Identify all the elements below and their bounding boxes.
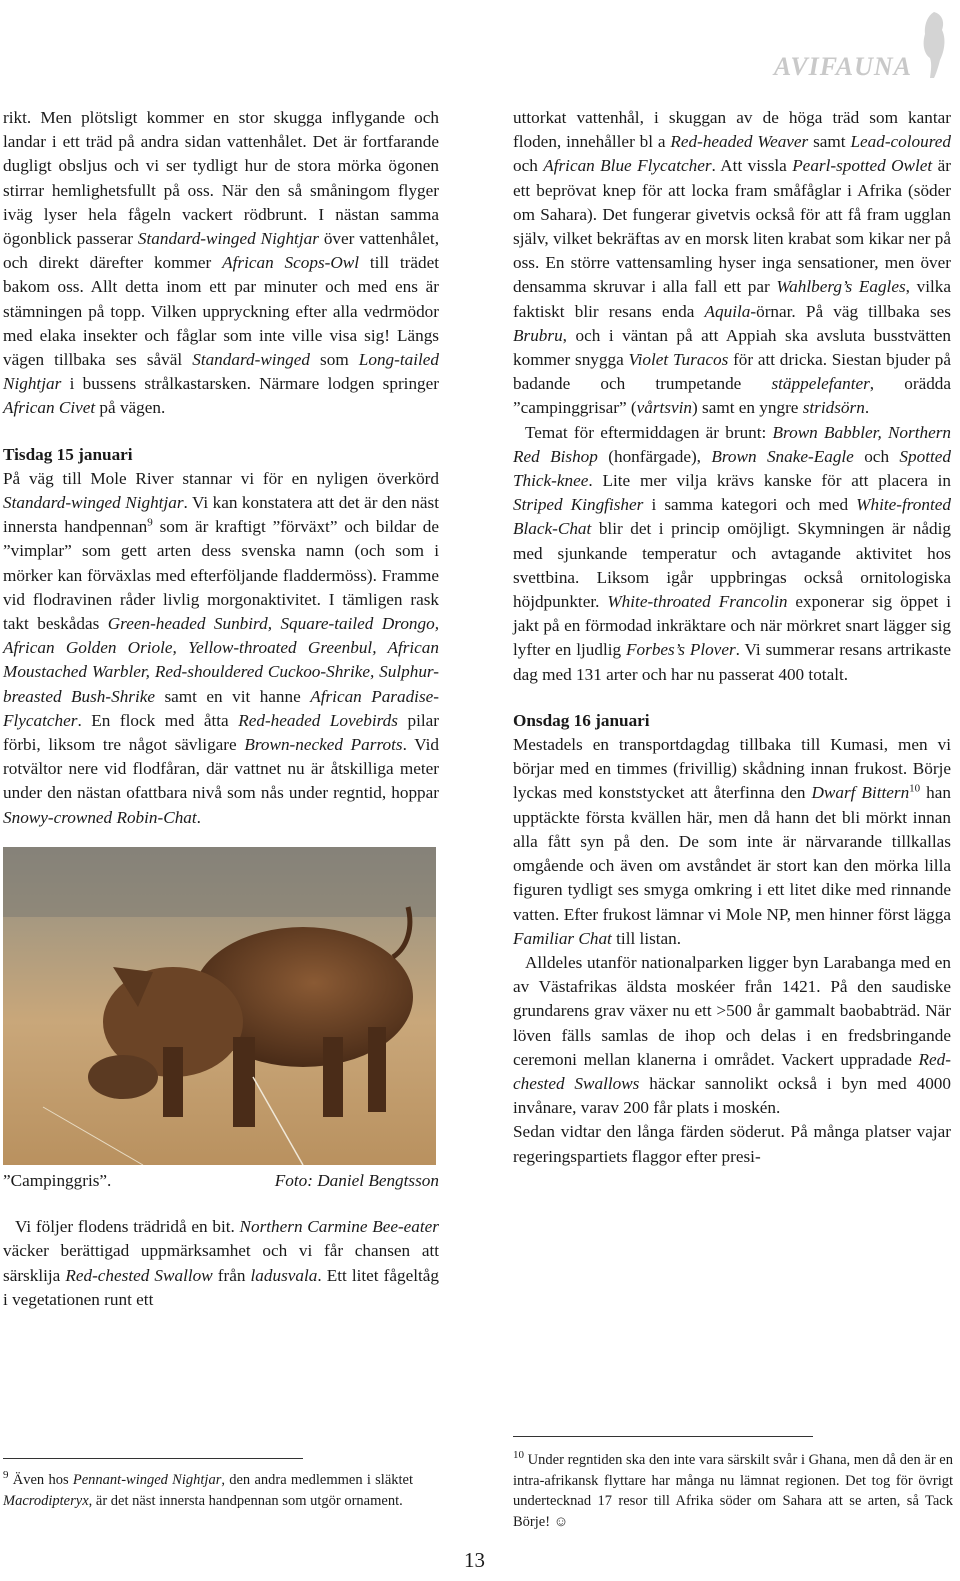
species-name: Red-chested Swallow xyxy=(65,1265,213,1285)
species-name: Red-chested Swallows xyxy=(513,1049,951,1093)
footnote-9: $^9$ Även hos Pennant-winged Nightjar, den andra medlemmen i släktet Macrodipteryx, är det näst innersta handpennan som utgör ornament. xyxy=(3,1469,414,1509)
species-name: Spotted Thick-knee xyxy=(513,446,951,491)
species-name: White-throated Francolin xyxy=(607,592,788,612)
caption-text: ”Campinggris”. xyxy=(3,1170,112,1190)
page-number: 13 xyxy=(464,1548,485,1572)
left-paragraph-1: rikt. Men plötsligt kommer en stor skugga inflygande och landar i ett träd på andra sidan vattenhålet. Det är fortfarande dugligt obsljus och vi ser tydligt hur de stora mörka ögonen stirrar hemlighetsfullt på oss. När den så småningom flyger iväg lyser hela fågeln vackert rödbrunt. I nästan samma ögonblick passerar Standard-winged Nightjar över vattenhålet, och direkt därefter kommer African Scops-Owl till trädet bakom oss. Allt detta inom ett par minuter och med ens är stämningen på topp. Vilken uppryckning efter alla vedrmödor med elaka insekter och fåglar som inte ville visa sig! Längs vägen tillbaka ses såväl Standard-winged som Long-tailed Nightjar i bussens strålkastarsken. Närmare lodgen springer African Civet på vägen. xyxy=(3,108,440,418)
footnote-10: $^{10}$ Under regntiden ska den inte vara särskilt svår i Ghana, men då den är en intra-afrikansk flyttare har många nu lämnat regionen. Det tog för övrigt undertecknad 17 resor till Afrika söder om Sahara att se arten, så Tack Börje! ☺ xyxy=(513,1449,953,1530)
left-column xyxy=(3,106,439,1312)
species-name: stridsörn xyxy=(802,398,865,418)
species-name: stäppelefanter xyxy=(771,374,870,394)
species-name: African Scops-Owl xyxy=(222,253,360,273)
species-name: Aquila xyxy=(704,301,751,321)
species-name: Macrodipteryx xyxy=(3,1492,89,1509)
species-name: Brubru xyxy=(513,325,563,345)
footnote-ref: 10 xyxy=(909,782,921,795)
species-name: Brown-necked Parrots xyxy=(244,735,403,755)
species-name: Standard-winged Nightjar xyxy=(137,229,319,249)
publisher-logo xyxy=(722,10,952,80)
photo-credit: Foto: Daniel Bengtsson xyxy=(274,1170,439,1190)
bird-silhouette-icon xyxy=(912,10,952,80)
section-heading-tisdag: Tisdag 15 januari xyxy=(3,444,133,464)
species-name: vårtsvin xyxy=(636,398,692,418)
species-name: White-fronted Black-Chat xyxy=(513,495,951,539)
species-name: African Civet xyxy=(3,398,96,418)
species-name: African Blue Flycatcher xyxy=(543,156,712,176)
photo-caption xyxy=(3,1169,439,1193)
species-name: Green-headed Sunbird, Square-tailed Drongo, African Golden Oriole, Yellow-throated Greenbul, African Moustached Warbler, Red-shouldered Cuckoo-Shrike, Sulphur-breasted Bush-Shrike xyxy=(3,614,439,706)
right-paragraph-5: Sedan vidtar den långa färden söderut. På många platser vajar regeringspartiets flaggor efter presi- xyxy=(513,1122,951,1166)
warthog-photo xyxy=(3,847,436,1165)
species-name: Standard-winged Nightjar xyxy=(3,493,184,513)
species-name: Brown Babbler, Northern Red Bishop xyxy=(513,422,951,466)
left-paragraph-2: På väg till Mole River stannar vi för en nyligen överkörd Standard-winged Nightjar. Vi kan konstatera att det är den näst innersta handpennan$^9$ som är kraftigt ”förväxt” och bildar de ”vimplar” som gett arten dess svenska namn (och som i mörker kan förväxlas med efterföljande fladdermöss). Framme vid flodravinen råder livlig morgonaktivitet. I tämligen rask takt beskådas Green-headed Sunbird, Square-tailed Drongo, African Golden Oriole, Yellow-throated Greenbul, African Moustached Warbler, Red-shouldered Cuckoo-Shrike, Sulphur-breasted Bush-Shrike samt en vit hanne African Paradise-Flycatcher. En flock med åtta Red-headed Lovebirds pilar förbi, liksom tre något sävligare Brown-necked Parrots. Vid rotvältor nere vid flodfåran, där vattnet nu är åtskilliga meter under den nästan ofattbara nivå som nås under regntid, hoppar Snowy-crowned Robin-Chat. xyxy=(3,468,440,827)
species-name: Pearl-spotted Owlet xyxy=(792,156,933,176)
species-name: Dwarf Bittern xyxy=(811,783,910,803)
left-paragraph-3: Vi följer flodens trädridå en bit. Northern Carmine Bee-eater väcker berättigad uppmärksamhet och vi får chansen att särsklija Red-chested Swallow från ladusvala. Ett litet fågeltåg i vegetationen runt ett xyxy=(3,1217,440,1309)
species-name: Violet Turacos xyxy=(628,350,729,370)
species-name: Pennant-winged Nightjar xyxy=(72,1472,222,1488)
right-paragraph-1: uttorkat vattenhål, i skuggan av de höga träd som kantar floden, innehåller bl a Red-headed Weaver samt Lead-coloured och African Blue Flycatcher. Att vissla Pearl-spotted Owlet är ett beprövat knep för att locka fram småfåglar i Afrika (söder om Sahara). Det fungerar givetvis också för att få fram ugglan själv, vilket bekräftas av en morsk liten krabat som kikar ner på oss. En större vattensamling hyser inga sensationer, men över densamma skruvar i alla fall ett par Wahlberg’s Eagles, vilka faktiskt blir resans enda Aquila-örnar. På väg tillbaka ses Brubru, och i väntan på att Appiah ska avsluta busstvätten kommer snygga Violet Turacos för att dricka. Siestan bjuder på badande och trumpetande stäppelefanter, orädda ”campinggrisar” (vårtsvin) samt en yngre stridsörn. xyxy=(513,108,952,418)
right-paragraph-3: Mestadels en transportdagdag tillbaka till Kumasi, men vi börjar med en timmes (frivillig) skådning innan frukost. Börje lyckas med konststycket att återfinna den Dwarf Bittern$^{10}$ han upptäckte första kvällen här, men då hann det bli mörkt innan alla fått syn på den. De som inte är närvarande tillkallas omgående och även om avståndet är stort kan den mörka lilla figuren tydligt ses smyga omkring i ett litet dike med rinnande vatten. Efter frukost lämnar vi Mole NP, men hinner först lägga Familiar Chat till listan. xyxy=(513,735,951,948)
logo-text: AVIFAUNA xyxy=(773,52,912,81)
species-name: African Paradise-Flycatcher xyxy=(3,686,440,730)
species-name: Red-headed Weaver xyxy=(670,132,809,152)
footnote-ref: 9 xyxy=(147,516,153,529)
species-name: Standard-winged xyxy=(192,350,310,370)
species-name: Long-tailed Nightjar xyxy=(3,350,440,394)
species-name: Familiar Chat xyxy=(513,928,612,948)
species-name: Snowy-crowned Robin-Chat xyxy=(3,807,197,827)
species-name: Lead-coloured xyxy=(850,132,952,152)
species-name: Red-headed Lovebirds xyxy=(238,710,398,730)
footnote-rule-right xyxy=(513,1436,813,1437)
species-name: Striped Kingfisher xyxy=(513,495,644,515)
footnote-rule-left xyxy=(3,1458,303,1459)
footnote-ref: 10 xyxy=(513,1449,524,1462)
species-name: Northern Carmine Bee-eater xyxy=(239,1217,439,1237)
species-name: Brown Snake-Eagle xyxy=(711,446,854,466)
right-paragraph-2: Temat för eftermiddagen är brunt: Brown Babbler, Northern Red Bishop (honfärgade), Brown Snake-Eagle och Spotted Thick-knee. Lite mer vilja krävs kanske för att placera in Striped Kingfisher i samma kategori och med White-fronted Black-Chat blir det i princip omöjligt. Skymningen är nådig med sjunkande temperatur och avtagande aktivitet hos svettbina. Liksom igår uppbringas också ornitologiska höjdpunkter. White-throated Francolin exponerar sig öppet i jakt på en förmodad inkräktare och när mörkret snart lägger sig lyfter en ljudlig Forbes’s Plover. Vi summerar resans artrikaste dag med 131 arter och har nu passerat 400 totalt. xyxy=(513,422,952,684)
footnote-ref: 9 xyxy=(3,1469,9,1482)
right-paragraph-4: Alldeles utanför nationalparken ligger byn Larabanga med en av Västafrikas äldsta moskéer från 1421. På den saudiske grundarens grav växer nu ett >500 år gammalt baobabträd. När löven fälls samlas de ihop och delas i en fredsbringande ceremoni mellan klanerna i området. Vackert uppradade Red-chested Swallows häckar sannolikt också i byn med 4000 invånare, varav 200 får plats i moskén. xyxy=(513,952,951,1118)
section-heading-onsdag: Onsdag 16 januari xyxy=(513,710,650,730)
right-column xyxy=(513,106,951,1169)
species-name: Forbes’s Plover xyxy=(626,640,736,660)
species-name: Wahlberg’s Eagles xyxy=(776,277,906,297)
species-name: ladusvala xyxy=(250,1265,318,1285)
